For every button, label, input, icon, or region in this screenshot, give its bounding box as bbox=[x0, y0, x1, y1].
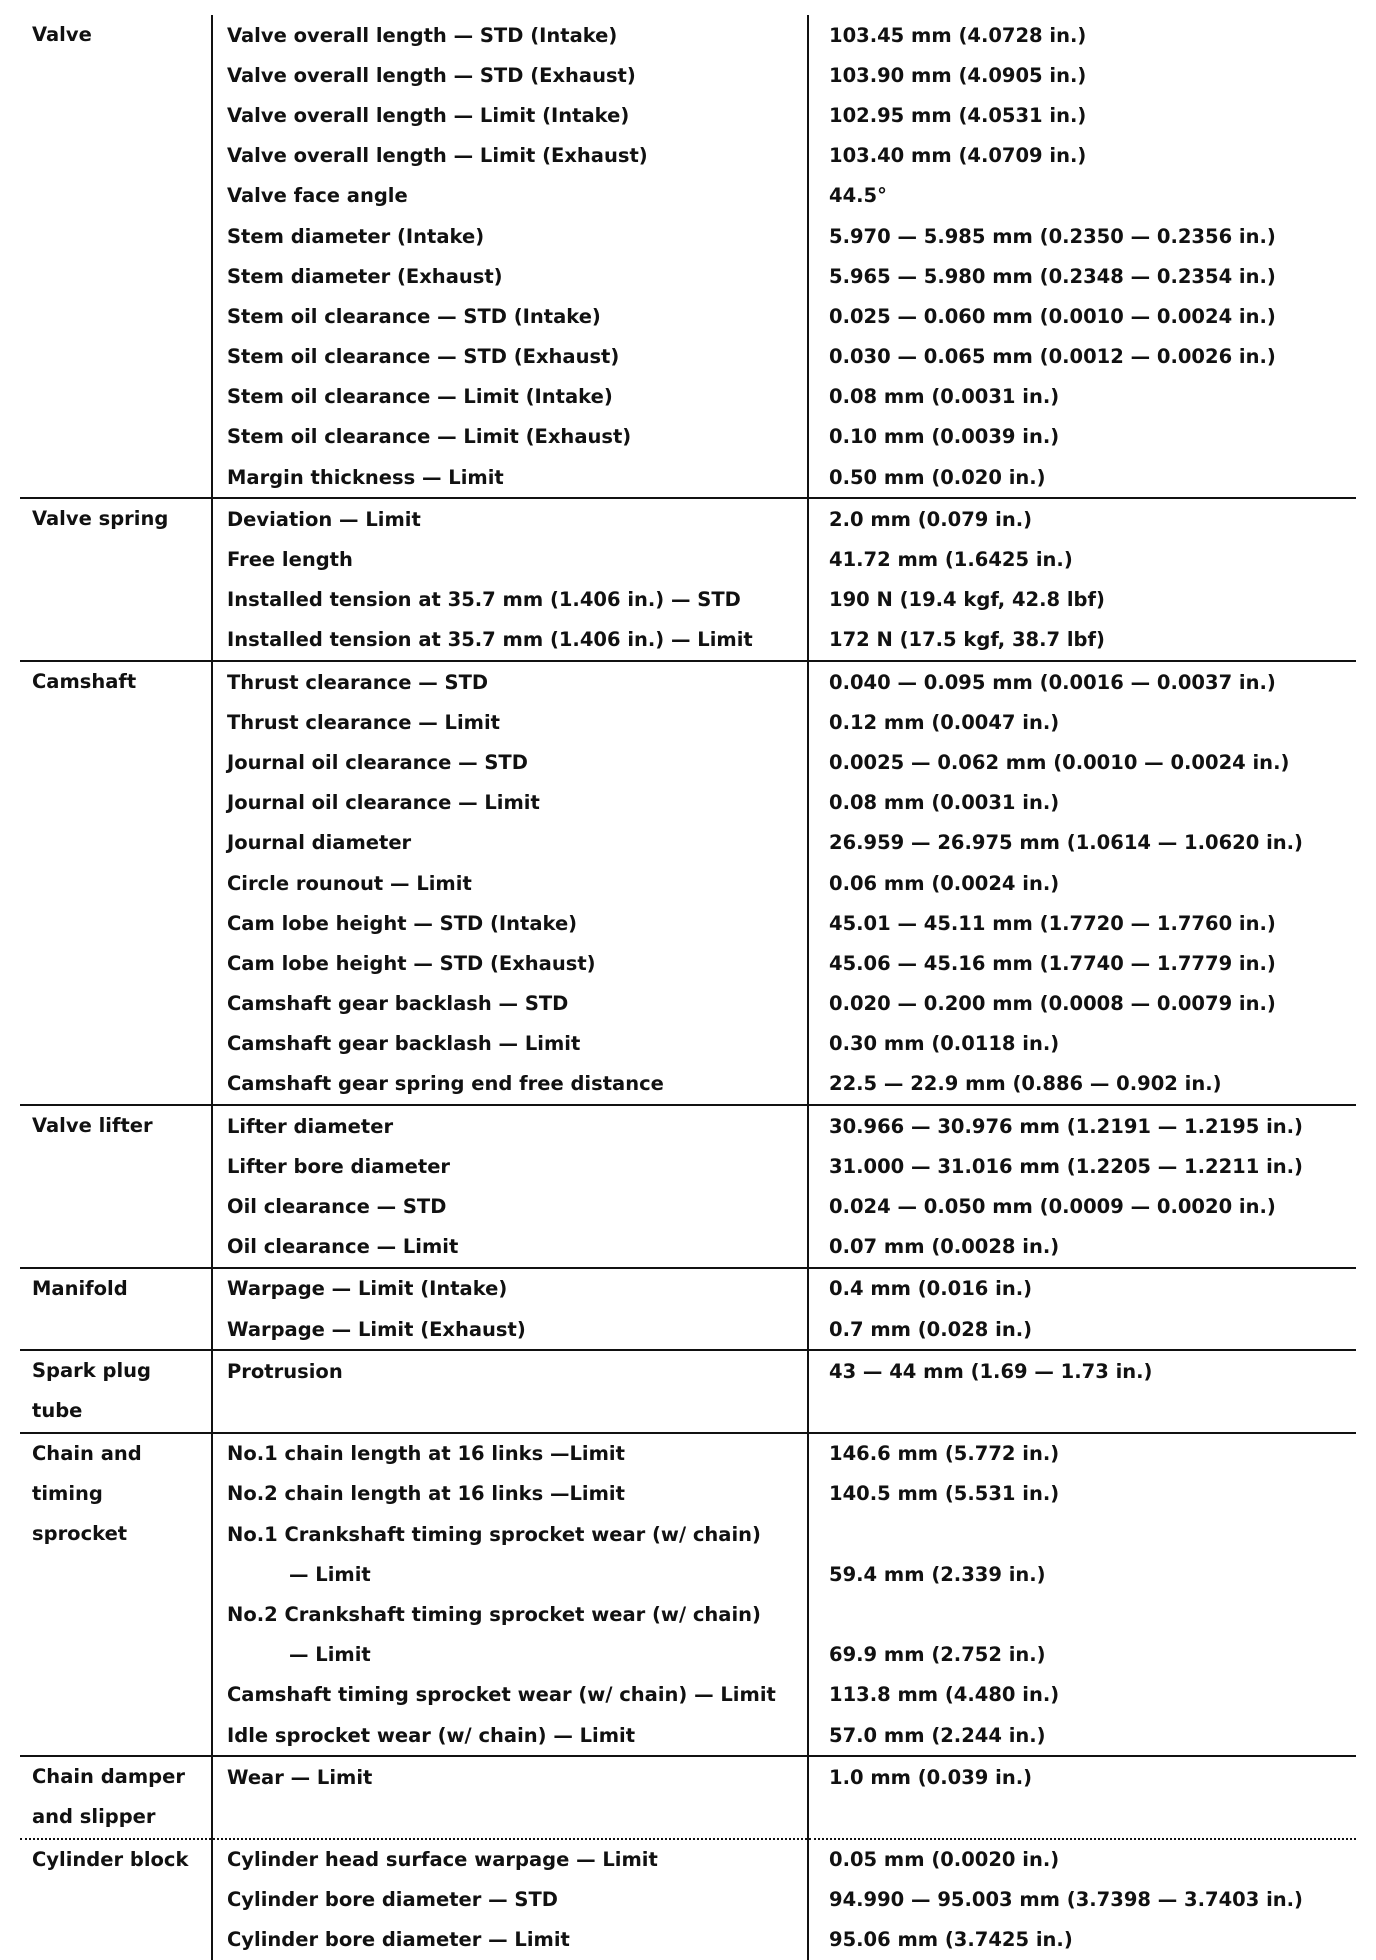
item-cell: Stem oil clearance — Limit (Intake) bbox=[212, 377, 808, 417]
component-cell bbox=[20, 1756, 212, 1838]
value-cell: 0.30 mm (0.0118 in.) bbox=[808, 1024, 1356, 1064]
value-cell: 57.0 mm (2.244 in.) bbox=[808, 1715, 1356, 1756]
item-cell: Stem oil clearance — Limit (Exhaust) bbox=[212, 417, 808, 457]
table-row bbox=[20, 1391, 1356, 1432]
value-cell: 94.990 — 95.003 mm (3.7398 — 3.7403 in.) bbox=[808, 1880, 1356, 1920]
component-cell bbox=[20, 1839, 212, 1960]
table-row bbox=[20, 1186, 1356, 1226]
table-row bbox=[20, 1839, 1356, 1880]
component-cell bbox=[20, 661, 212, 1105]
value-cell: 140.5 mm (5.531 in.) bbox=[808, 1474, 1356, 1514]
value-cell: 146.6 mm (5.772 in.) bbox=[808, 1433, 1356, 1474]
value-cell: 0.05 mm (0.0020 in.) bbox=[808, 1839, 1356, 1880]
value-cell: 26.959 — 26.975 mm (1.0614 — 1.0620 in.) bbox=[808, 823, 1356, 863]
component-label: Camshaft bbox=[32, 662, 211, 702]
table-row bbox=[20, 1433, 1356, 1474]
value-cell: 0.08 mm (0.0031 in.) bbox=[808, 783, 1356, 823]
item-cell: Camshaft gear spring end free distance bbox=[212, 1064, 808, 1105]
item-cell: Free length bbox=[212, 539, 808, 579]
item-cell bbox=[212, 1797, 808, 1838]
item-cell: Deviation — Limit bbox=[212, 498, 808, 539]
item-cell: Valve overall length — STD (Intake) bbox=[212, 15, 808, 55]
item-cell: No.1 Crankshaft timing sprocket wear (w/ chain) bbox=[212, 1514, 808, 1554]
item-cell: Lifter diameter bbox=[212, 1105, 808, 1146]
value-cell: 59.4 mm (2.339 in.) bbox=[808, 1554, 1356, 1594]
item-cell: Journal diameter bbox=[212, 823, 808, 863]
value-cell: 102.95 mm (4.0531 in.) bbox=[808, 95, 1356, 135]
value-cell: 0.08 mm (0.0031 in.) bbox=[808, 377, 1356, 417]
value-cell: 22.5 — 22.9 mm (0.886 — 0.902 in.) bbox=[808, 1064, 1356, 1105]
table-row bbox=[20, 1064, 1356, 1105]
value-cell: 69.9 mm (2.752 in.) bbox=[808, 1635, 1356, 1675]
table-row bbox=[20, 457, 1356, 498]
item-cell: Installed tension at 35.7 mm (1.406 in.) — STD bbox=[212, 580, 808, 620]
value-cell: 0.10 mm (0.0039 in.) bbox=[808, 417, 1356, 457]
table-row bbox=[20, 943, 1356, 983]
item-cell: Valve overall length — Limit (Exhaust) bbox=[212, 136, 808, 176]
table-row bbox=[20, 661, 1356, 702]
value-cell bbox=[808, 1514, 1356, 1554]
item-cell: Stem oil clearance — STD (Intake) bbox=[212, 296, 808, 336]
component-cell bbox=[20, 1268, 212, 1350]
table-row bbox=[20, 1675, 1356, 1715]
table-row bbox=[20, 256, 1356, 296]
item-cell bbox=[212, 1391, 808, 1432]
item-cell: Journal oil clearance — Limit bbox=[212, 783, 808, 823]
value-cell: 0.7 mm (0.028 in.) bbox=[808, 1309, 1356, 1350]
value-cell: 95.06 mm (3.7425 in.) bbox=[808, 1920, 1356, 1960]
table-row bbox=[20, 580, 1356, 620]
table-row bbox=[20, 1268, 1356, 1309]
item-cell: Cylinder bore diameter — STD bbox=[212, 1880, 808, 1920]
table-row bbox=[20, 620, 1356, 661]
item-cell: — Limit bbox=[212, 1635, 808, 1675]
component-label: Manifold bbox=[32, 1269, 211, 1309]
value-cell: 45.01 — 45.11 mm (1.7720 — 1.7760 in.) bbox=[808, 903, 1356, 943]
item-cell: Cam lobe height — STD (Exhaust) bbox=[212, 943, 808, 983]
item-cell: Camshaft timing sprocket wear (w/ chain) — Limit bbox=[212, 1675, 808, 1715]
table-row bbox=[20, 742, 1356, 782]
item-cell: Thrust clearance — Limit bbox=[212, 702, 808, 742]
item-cell: Idle sprocket wear (w/ chain) — Limit bbox=[212, 1715, 808, 1756]
value-cell bbox=[808, 1594, 1356, 1634]
component-label: Valve spring bbox=[32, 499, 211, 539]
item-cell: Valve overall length — STD (Exhaust) bbox=[212, 55, 808, 95]
table-row bbox=[20, 498, 1356, 539]
item-cell: Camshaft gear backlash — STD bbox=[212, 984, 808, 1024]
table-row bbox=[20, 1594, 1356, 1634]
value-cell: 0.020 — 0.200 mm (0.0008 — 0.0079 in.) bbox=[808, 984, 1356, 1024]
table-row bbox=[20, 176, 1356, 216]
component-cell bbox=[20, 498, 212, 661]
value-cell: 1.0 mm (0.039 in.) bbox=[808, 1756, 1356, 1797]
item-cell: Warpage — Limit (Intake) bbox=[212, 1268, 808, 1309]
item-cell: Warpage — Limit (Exhaust) bbox=[212, 1309, 808, 1350]
component-label: Chain and timing sprocket bbox=[32, 1434, 211, 1555]
value-cell: 5.965 — 5.980 mm (0.2348 — 0.2354 in.) bbox=[808, 256, 1356, 296]
value-cell bbox=[808, 1797, 1356, 1838]
item-cell: No.1 chain length at 16 links —Limit bbox=[212, 1433, 808, 1474]
table-row bbox=[20, 1227, 1356, 1268]
table-row bbox=[20, 1920, 1356, 1960]
item-cell: Valve overall length — Limit (Intake) bbox=[212, 95, 808, 135]
item-cell: Margin thickness — Limit bbox=[212, 457, 808, 498]
item-cell: Oil clearance — STD bbox=[212, 1186, 808, 1226]
table-row bbox=[20, 136, 1356, 176]
table-row bbox=[20, 823, 1356, 863]
table-row bbox=[20, 1514, 1356, 1554]
component-cell bbox=[20, 1105, 212, 1268]
value-cell: 0.50 mm (0.020 in.) bbox=[808, 457, 1356, 498]
table-row bbox=[20, 1024, 1356, 1064]
value-cell: 172 N (17.5 kgf, 38.7 lbf) bbox=[808, 620, 1356, 661]
value-cell: 190 N (19.4 kgf, 42.8 lbf) bbox=[808, 580, 1356, 620]
component-cell bbox=[20, 1350, 212, 1432]
table-row bbox=[20, 783, 1356, 823]
value-cell: 0.025 — 0.060 mm (0.0010 — 0.0024 in.) bbox=[808, 296, 1356, 336]
table-row bbox=[20, 417, 1356, 457]
component-label: Valve lifter bbox=[32, 1106, 211, 1146]
table-row bbox=[20, 1309, 1356, 1350]
component-label: Spark plug tube bbox=[32, 1351, 211, 1431]
item-cell: Stem diameter (Exhaust) bbox=[212, 256, 808, 296]
value-cell: 113.8 mm (4.480 in.) bbox=[808, 1675, 1356, 1715]
item-cell: — Limit bbox=[212, 1554, 808, 1594]
value-cell: 0.0025 — 0.062 mm (0.0010 — 0.0024 in.) bbox=[808, 742, 1356, 782]
table-row bbox=[20, 1635, 1356, 1675]
table-row bbox=[20, 377, 1356, 417]
table-row bbox=[20, 1797, 1356, 1838]
value-cell: 30.966 — 30.976 mm (1.2191 — 1.2195 in.) bbox=[808, 1105, 1356, 1146]
table-row bbox=[20, 903, 1356, 943]
item-cell: Thrust clearance — STD bbox=[212, 661, 808, 702]
item-cell: No.2 Crankshaft timing sprocket wear (w/ chain) bbox=[212, 1594, 808, 1634]
table-row bbox=[20, 863, 1356, 903]
value-cell: 0.024 — 0.050 mm (0.0009 — 0.0020 in.) bbox=[808, 1186, 1356, 1226]
table-row bbox=[20, 1474, 1356, 1514]
value-cell: 31.000 — 31.016 mm (1.2205 — 1.2211 in.) bbox=[808, 1146, 1356, 1186]
service-specifications-table bbox=[20, 15, 1356, 1960]
table-row bbox=[20, 1146, 1356, 1186]
value-cell: 45.06 — 45.16 mm (1.7740 — 1.7779 in.) bbox=[808, 943, 1356, 983]
table-row bbox=[20, 539, 1356, 579]
value-cell: 2.0 mm (0.079 in.) bbox=[808, 498, 1356, 539]
table-row bbox=[20, 55, 1356, 95]
table-row bbox=[20, 702, 1356, 742]
item-cell: Circle rounout — Limit bbox=[212, 863, 808, 903]
value-cell: 0.07 mm (0.0028 in.) bbox=[808, 1227, 1356, 1268]
item-cell: Installed tension at 35.7 mm (1.406 in.) — Limit bbox=[212, 620, 808, 661]
value-cell: 0.030 — 0.065 mm (0.0012 — 0.0026 in.) bbox=[808, 337, 1356, 377]
component-cell bbox=[20, 15, 212, 498]
value-cell: 0.4 mm (0.016 in.) bbox=[808, 1268, 1356, 1309]
item-cell: Wear — Limit bbox=[212, 1756, 808, 1797]
value-cell: 5.970 — 5.985 mm (0.2350 — 0.2356 in.) bbox=[808, 216, 1356, 256]
value-cell: 43 — 44 mm (1.69 — 1.73 in.) bbox=[808, 1350, 1356, 1391]
component-label: Chain damper and slipper bbox=[32, 1757, 211, 1837]
table-row bbox=[20, 216, 1356, 256]
value-cell: 103.40 mm (4.0709 in.) bbox=[808, 136, 1356, 176]
value-cell: 103.45 mm (4.0728 in.) bbox=[808, 15, 1356, 55]
item-cell: Camshaft gear backlash — Limit bbox=[212, 1024, 808, 1064]
item-cell: Lifter bore diameter bbox=[212, 1146, 808, 1186]
value-cell: 44.5° bbox=[808, 176, 1356, 216]
table-row bbox=[20, 1880, 1356, 1920]
table-row bbox=[20, 1715, 1356, 1756]
table-row bbox=[20, 95, 1356, 135]
component-label: Valve bbox=[32, 15, 211, 55]
value-cell: 103.90 mm (4.0905 in.) bbox=[808, 55, 1356, 95]
item-cell: Cylinder head surface warpage — Limit bbox=[212, 1839, 808, 1880]
table-row bbox=[20, 296, 1356, 336]
item-cell: No.2 chain length at 16 links —Limit bbox=[212, 1474, 808, 1514]
table-row bbox=[20, 337, 1356, 377]
table-row bbox=[20, 1350, 1356, 1391]
spec-table-body bbox=[20, 15, 1356, 1960]
table-row bbox=[20, 1554, 1356, 1594]
value-cell: 0.06 mm (0.0024 in.) bbox=[808, 863, 1356, 903]
value-cell: 0.040 — 0.095 mm (0.0016 — 0.0037 in.) bbox=[808, 661, 1356, 702]
component-label: Cylinder block bbox=[32, 1840, 211, 1880]
item-cell: Stem diameter (Intake) bbox=[212, 216, 808, 256]
table-row bbox=[20, 984, 1356, 1024]
component-cell bbox=[20, 1433, 212, 1757]
item-cell: Stem oil clearance — STD (Exhaust) bbox=[212, 337, 808, 377]
item-cell: Cam lobe height — STD (Intake) bbox=[212, 903, 808, 943]
value-cell: 0.12 mm (0.0047 in.) bbox=[808, 702, 1356, 742]
item-cell: Protrusion bbox=[212, 1350, 808, 1391]
value-cell bbox=[808, 1391, 1356, 1432]
item-cell: Cylinder bore diameter — Limit bbox=[212, 1920, 808, 1960]
value-cell: 41.72 mm (1.6425 in.) bbox=[808, 539, 1356, 579]
table-row bbox=[20, 1756, 1356, 1797]
item-cell: Oil clearance — Limit bbox=[212, 1227, 808, 1268]
item-cell: Journal oil clearance — STD bbox=[212, 742, 808, 782]
table-row bbox=[20, 15, 1356, 55]
item-cell: Valve face angle bbox=[212, 176, 808, 216]
table-row bbox=[20, 1105, 1356, 1146]
